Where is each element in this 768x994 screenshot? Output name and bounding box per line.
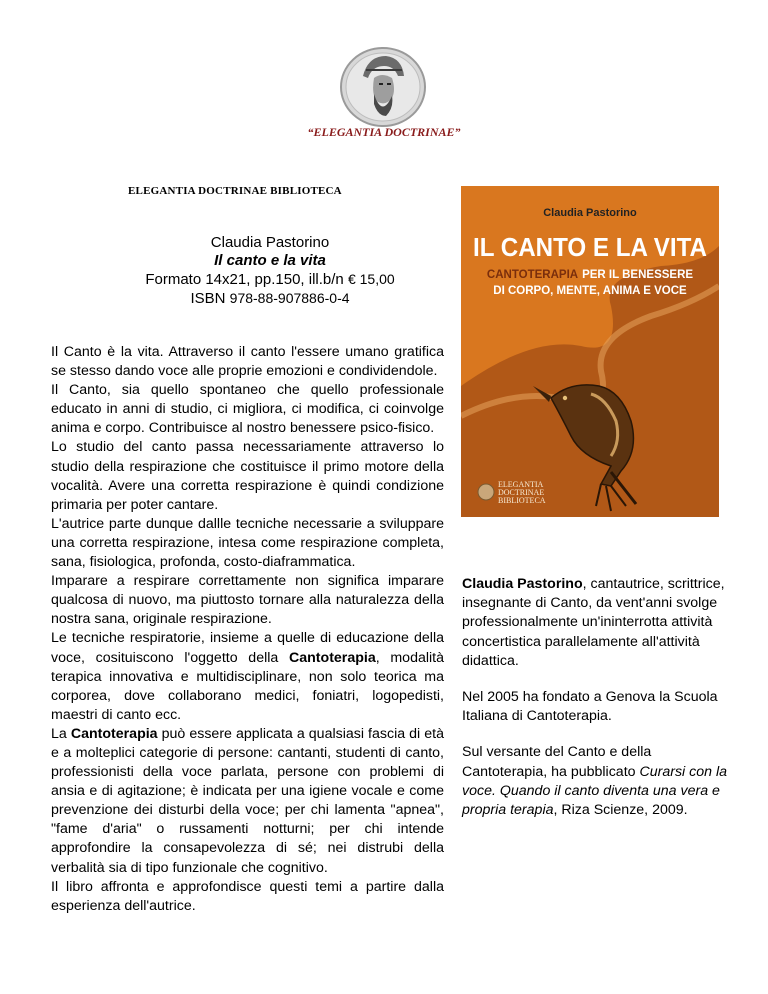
bio-paragraph bbox=[462, 575, 732, 671]
keyword: Cantoterapia bbox=[289, 649, 376, 666]
paragraph bbox=[51, 629, 444, 724]
book-info bbox=[80, 234, 460, 308]
isbn: 978-88-907886-0-4 bbox=[229, 290, 350, 306]
cover-subtitle-line1 bbox=[487, 269, 693, 281]
text-run: , Riza Scienze, 2009. bbox=[553, 802, 688, 819]
portrait-medallion-icon bbox=[338, 46, 428, 128]
book-title: Il canto e la vita bbox=[214, 252, 326, 269]
cover-subtitle-line2: DI CORPO, MENTE, ANIMA E VOCE bbox=[493, 285, 687, 297]
book-reference: Curarsi con la voce. Quando il canto diventa una vera e propria terapia bbox=[462, 763, 728, 819]
paragraph: Il libro affronta e approfondisce questi temi a partire dalla esperienza dell'autrice. bbox=[51, 878, 444, 914]
cover-subtitle-rest: PER IL BENESSERE bbox=[582, 269, 694, 281]
text-run: , cantautrice, scrittrice, insegnante di Canto, da vent'anni svolge professionalmente un'ininterrotta attività concertistica parallelamente all'attività didattica. bbox=[462, 576, 725, 669]
text-run: La bbox=[51, 725, 67, 742]
bio-paragraph bbox=[462, 743, 732, 820]
paragraph: Il Canto è la vita. Attraverso il canto l'essere umano gratifica se stesso dando voce alle proprie emozioni e condividendole. bbox=[51, 344, 444, 380]
text-run: Le tecniche respiratorie, insieme a quelle di educazione della voce, cosituiscono l'oggetto della bbox=[51, 630, 444, 666]
bio-paragraph: Nel 2005 ha fondato a Genova la Scuola Italiana di Cantoterapia. bbox=[462, 689, 718, 725]
text-run: Sul versante del Canto e della Cantoterapia, ha pubblicato bbox=[462, 744, 652, 780]
text-run: può essere applicata a qualsiasi fascia di età e a molteplici categorie di persone: cantanti, studenti di canto, professionisti della voce parlata, persone con problemi di ansia e di agitazione; è indicata per una igiene vocale e come prevenzione dei disturbi della voce; per chi lamenta "apnea", "fame d'aria" o russamenti notturni; per chi intende approfondire la consapevolezza di sé; nei distrubi della verbalità sia di tipo funzionale che cognitivo. bbox=[51, 725, 444, 876]
book-cover bbox=[461, 186, 719, 517]
cover-publisher-2: DOCTRINAE bbox=[498, 488, 545, 497]
paragraph: Imparare a respirare correttamente non significa imparare qualcosa di nuovo, ma piuttosto tornare alla naturalezza della nostra sana, originale respirazione. bbox=[51, 573, 444, 628]
paragraph bbox=[51, 725, 444, 878]
paragraph: Il Canto, sia quello spontaneo che quello professionale educato in anni di studio, ci migliora, ci modifica, ci coinvolge anima e corpo. Contribuisce al nostro benessere psico-fisico. bbox=[51, 382, 444, 437]
book-description bbox=[51, 343, 444, 916]
isbn-label: ISBN bbox=[190, 290, 226, 307]
text-run: , modalità terapica innovativa e multidisciplinare, non solo teorica ma corporea, dove collaborano medici, foniatri, logopedisti, maestri di canto ecc. bbox=[51, 649, 444, 723]
series-title: ELEGANTIA DOCTRINAE BIBLIOTECA bbox=[128, 185, 342, 197]
isbn-line bbox=[80, 289, 460, 308]
motto: “ELEGANTIA DOCTRINAE” bbox=[307, 125, 461, 139]
author-bio bbox=[462, 575, 732, 837]
paragraph: Lo studio del canto passa necessariamente attraverso lo studio della respirazione che costituisce il primo motore della vocalità. Avere una corretta respirazione è quindi condizione primaria per poter cantare. bbox=[51, 439, 444, 513]
book-format bbox=[80, 270, 460, 289]
price: € 15,00 bbox=[347, 271, 395, 287]
paragraph: L'autrice parte dunque dallle tecniche necessarie a sviluppare una corretta respirazione, intesa come respirazione completa, sana, fisiologica, profonda, costo-diaframmatica. bbox=[51, 515, 444, 571]
cover-author: Claudia Pastorino bbox=[543, 207, 637, 219]
format-text: Formato 14x21, pp.150, ill.b/n bbox=[145, 271, 344, 288]
cover-publisher-3: BIBLIOTECA bbox=[498, 496, 546, 505]
keyword: Cantoterapia bbox=[70, 725, 158, 742]
cover-subtitle-bold: CANTOTERAPIA bbox=[486, 269, 579, 281]
cover-publisher-1: ELEGANTIA bbox=[498, 480, 544, 489]
cover-title: IL CANTO E LA VITA bbox=[473, 232, 708, 262]
author: Claudia Pastorino bbox=[210, 234, 330, 251]
bio-name: Claudia Pastorino bbox=[462, 576, 583, 592]
